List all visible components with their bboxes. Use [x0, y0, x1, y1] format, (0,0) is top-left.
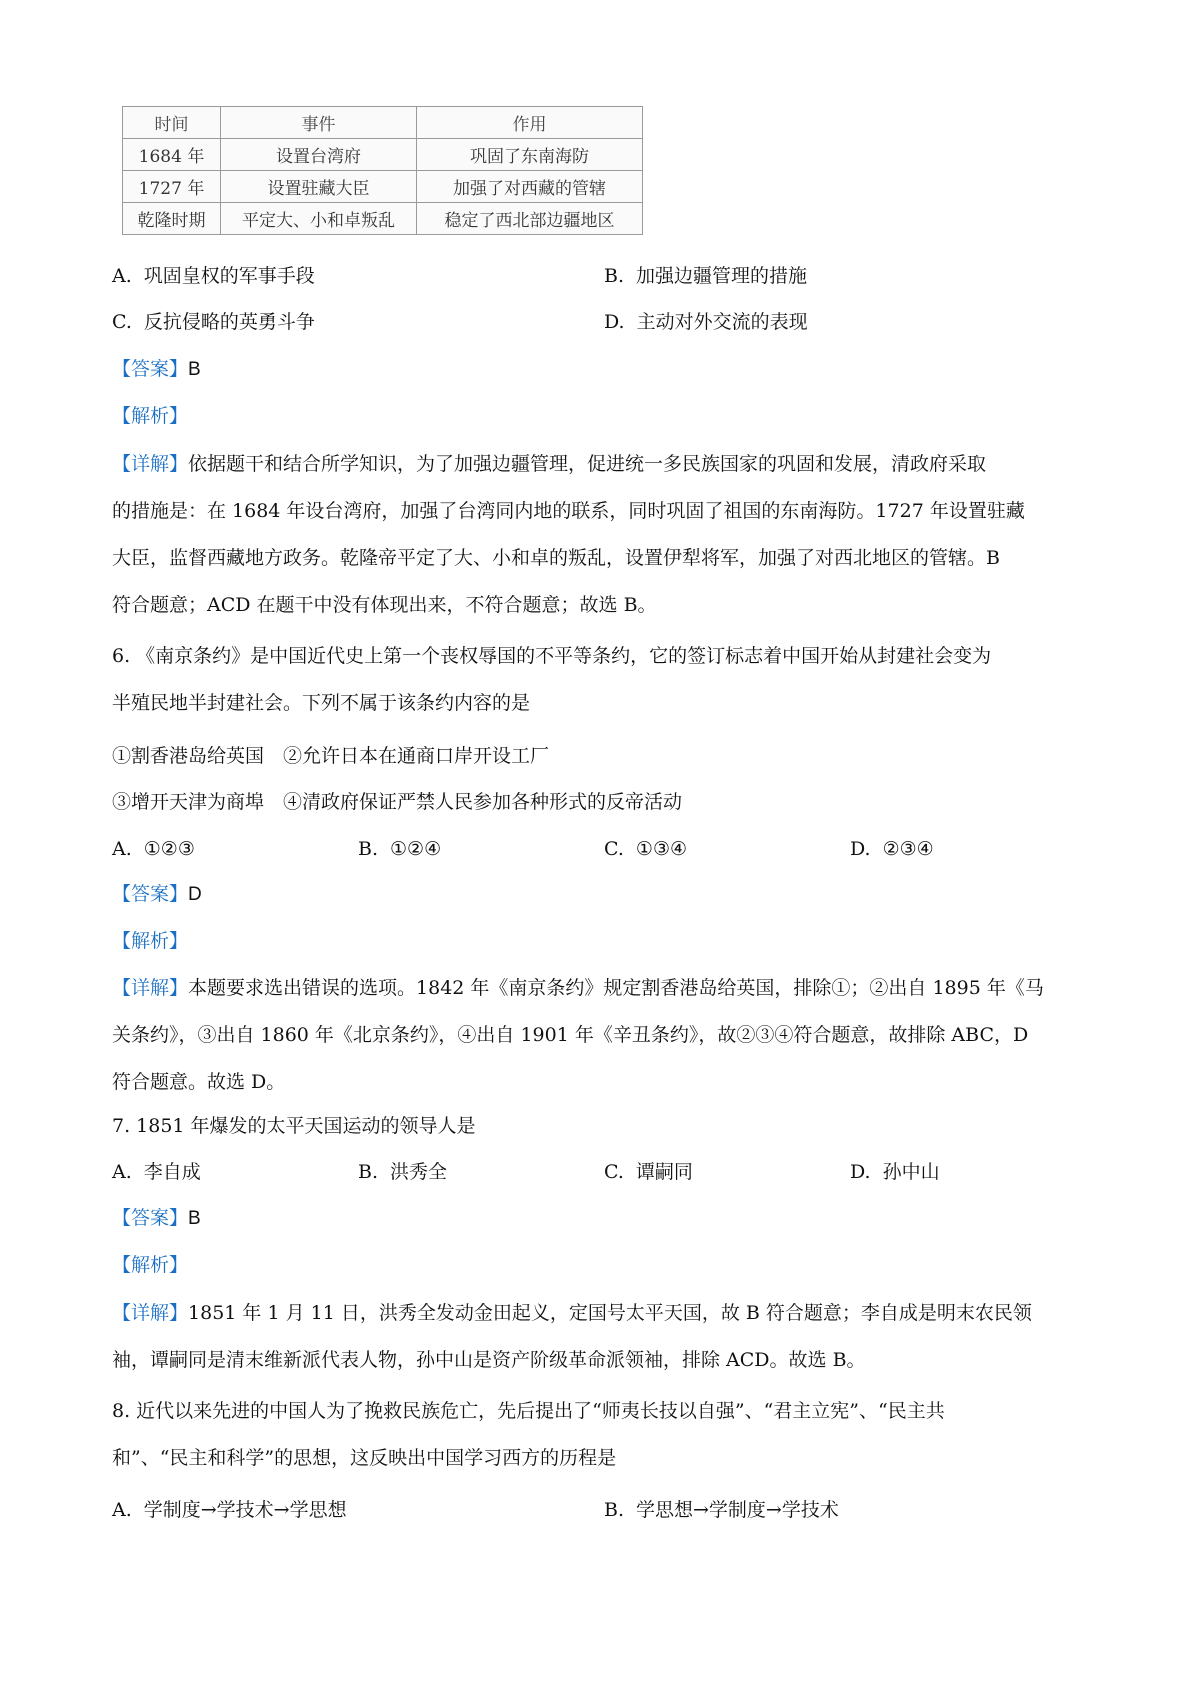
q6-option-b	[358, 835, 441, 863]
option-letter: A.	[112, 838, 132, 860]
answer-value: B	[188, 359, 201, 380]
q6-items-line-2: ③增开天津为商埠 ④清政府保证严禁人民参加各种形式的反帝活动	[112, 791, 683, 813]
option-text: 学制度→学技术→学思想	[143, 1499, 347, 1521]
answer-tag: 【答案】	[112, 1207, 189, 1229]
detail-tag: 【详解】	[112, 453, 189, 475]
option-text: 巩固皇权的军事手段	[143, 265, 315, 287]
q6-option-d	[850, 835, 934, 863]
stem-line: 6. 《南京条约》是中国近代史上第一个丧权辱国的不平等条约，它的签订标志着中国开始从封建社会变为	[112, 645, 992, 667]
q5-option-a	[112, 262, 315, 290]
q5-option-d	[604, 308, 808, 336]
option-letter: B.	[358, 1161, 379, 1183]
analysis-tag: 【解析】	[112, 1254, 189, 1276]
q7-option-a	[112, 1158, 201, 1186]
table-header-row	[123, 107, 643, 139]
q7-analysis	[112, 1251, 188, 1279]
option-letter: A.	[112, 1499, 132, 1521]
detail-tag: 【详解】	[112, 1302, 189, 1324]
option-text: 加强边疆管理的措施	[636, 265, 808, 287]
table-cell: 平定大、小和卓叛乱	[221, 203, 417, 235]
q5-option-b	[604, 262, 807, 290]
q6-items-line-1: ①割香港岛给英国 ②允许日本在通商口岸开设工厂	[112, 745, 550, 767]
option-letter: D.	[850, 1161, 871, 1183]
option-letter: A.	[112, 1161, 132, 1183]
option-text: 李自成	[143, 1161, 201, 1183]
q7-option-b	[358, 1158, 447, 1186]
detail-tag: 【详解】	[112, 977, 189, 999]
answer-tag: 【答案】	[112, 883, 189, 905]
q6-stem	[112, 633, 1092, 727]
table-row	[123, 203, 643, 235]
option-text: 学思想→学制度→学技术	[636, 1499, 839, 1521]
stem-line: 8. 近代以来先进的中国人为了挽救民族危亡，先后提出了“师夷长技以自强”、“君主立宪”、“民主共	[112, 1400, 945, 1422]
table-cell: 设置驻藏大臣	[221, 171, 417, 203]
q8-stem	[112, 1388, 1092, 1482]
q5-detail	[112, 441, 1092, 629]
q5-answer	[112, 355, 201, 384]
table-cell: 乾隆时期	[123, 203, 221, 235]
option-text: ①②③	[143, 838, 195, 860]
option-text: 洪秀全	[390, 1161, 448, 1183]
q7-detail	[112, 1290, 1092, 1384]
q7-answer	[112, 1204, 201, 1233]
table-row	[123, 139, 643, 171]
option-text: ①③④	[635, 838, 688, 860]
option-letter: B.	[358, 838, 379, 860]
detail-line: 1851 年 1 月 11 日，洪秀全发动金田起义，定国号太平天国，故 B 符合题意；李自成是明末农民领	[188, 1302, 1032, 1324]
table-cell: 加强了对西藏的管辖	[417, 171, 643, 203]
option-letter: B.	[604, 1499, 625, 1521]
history-table-image	[122, 106, 642, 235]
option-text: 孙中山	[882, 1161, 940, 1183]
option-letter: C.	[604, 1161, 624, 1183]
q5-option-c	[112, 308, 315, 336]
detail-line: 的措施是：在 1684 年设台湾府，加强了台湾同内地的联系，同时巩固了祖国的东南海防。1727 年设置驻藏	[112, 500, 1025, 522]
table-header: 时间	[123, 107, 221, 139]
q8-option-b	[604, 1496, 839, 1524]
option-letter: D.	[604, 311, 625, 333]
table-cell: 1684 年	[123, 139, 221, 171]
history-table	[122, 106, 643, 235]
stem-line: 和”、“民主和科学”的思想，这反映出中国学习西方的历程是	[112, 1447, 617, 1469]
answer-value: B	[188, 1208, 201, 1229]
detail-line: 大臣，监督西藏地方政务。乾隆帝平定了大、小和卓的叛乱，设置伊犁将军，加强了对西北地区的管辖。B	[112, 547, 1000, 569]
table-cell: 稳定了西北部边疆地区	[417, 203, 643, 235]
table-cell: 1727 年	[123, 171, 221, 203]
detail-line: 符合题意；ACD 在题干中没有体现出来，不符合题意；故选 B。	[112, 594, 657, 616]
option-text: 主动对外交流的表现	[636, 311, 808, 333]
detail-line: 关条约》，③出自 1860 年《北京条约》，④出自 1901 年《辛丑条约》，故②③④符合题意，故排除 ABC，D	[112, 1024, 1029, 1046]
q7-option-c	[604, 1158, 693, 1186]
table-cell: 设置台湾府	[221, 139, 417, 171]
option-text: 谭嗣同	[635, 1161, 693, 1183]
q6-analysis	[112, 927, 188, 955]
detail-line: 符合题意。故选 D。	[112, 1071, 286, 1093]
option-letter: B.	[604, 265, 625, 287]
option-text: ①②④	[390, 838, 442, 860]
analysis-tag: 【解析】	[112, 405, 189, 427]
q6-option-c	[604, 835, 687, 863]
q8-option-a	[112, 1496, 347, 1524]
option-text: ②③④	[882, 838, 934, 860]
answer-value: D	[188, 884, 202, 905]
table-header: 作用	[417, 107, 643, 139]
option-letter: C.	[112, 311, 132, 333]
q6-answer	[112, 880, 202, 909]
table-row	[123, 171, 643, 203]
detail-line: 袖，谭嗣同是清末维新派代表人物，孙中山是资产阶级革命派领袖，排除 ACD。故选 B。	[112, 1349, 866, 1371]
stem-line: 半殖民地半封建社会。下列不属于该条约内容的是	[112, 692, 531, 714]
q7-option-d	[850, 1158, 940, 1186]
detail-line: 依据题干和结合所学知识，为了加强边疆管理，促进统一多民族国家的巩固和发展，清政府采取	[188, 453, 987, 475]
option-letter: D.	[850, 838, 871, 860]
table-cell: 巩固了东南海防	[417, 139, 643, 171]
q6-option-a	[112, 835, 195, 863]
option-letter: C.	[604, 838, 624, 860]
table-header: 事件	[221, 107, 417, 139]
q5-analysis	[112, 402, 188, 430]
detail-line: 本题要求选出错误的选项。1842 年《南京条约》规定割香港岛给英国，排除①；②出自 1895 年《马	[188, 977, 1044, 999]
q7-stem: 7. 1851 年爆发的太平天国运动的领导人是	[112, 1115, 476, 1137]
q6-detail	[112, 965, 1092, 1106]
option-text: 反抗侵略的英勇斗争	[143, 311, 315, 333]
answer-tag: 【答案】	[112, 358, 189, 380]
option-letter: A.	[112, 265, 132, 287]
analysis-tag: 【解析】	[112, 930, 189, 952]
